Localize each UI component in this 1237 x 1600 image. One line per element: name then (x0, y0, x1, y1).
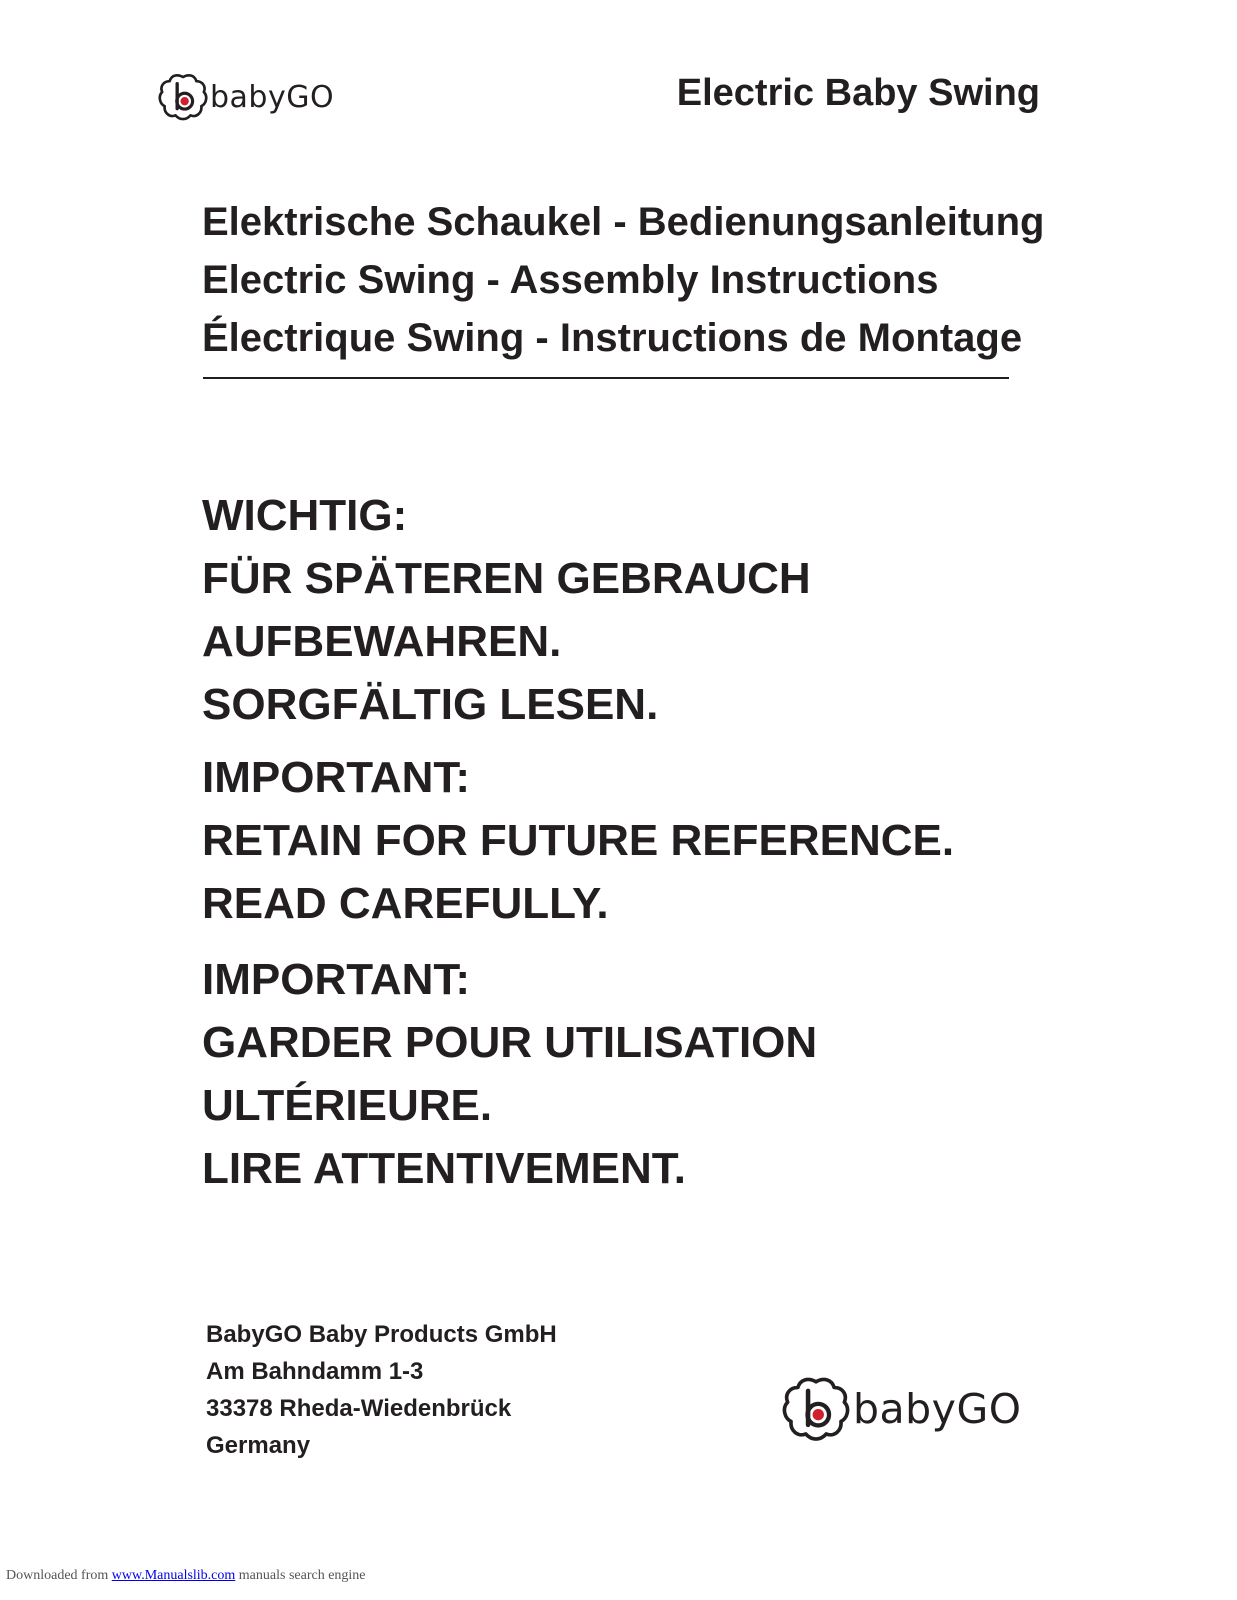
download-footer (6, 1568, 366, 1584)
product-title: Electric Baby Swing (676, 72, 1040, 114)
notice-german (202, 484, 811, 736)
address-city: 33378 Rheda-Wiedenbrück (206, 1395, 512, 1422)
address-company: BabyGO Baby Products GmbH (206, 1321, 557, 1348)
brand-wordmark: babyGO (210, 79, 335, 115)
brand-logo-top (158, 72, 334, 122)
notice-french (202, 948, 817, 1200)
manualslib-link[interactable]: www.Manualslib.com (111, 1568, 236, 1583)
notice-line: LIRE ATTENTIVEMENT. (202, 1144, 686, 1193)
notice-line: SORGFÄLTIG LESEN. (202, 680, 659, 729)
notice-line: ULTÉRIEURE. (202, 1081, 493, 1130)
notice-line: IMPORTANT: (202, 955, 471, 1004)
title-de: Elektrische Schaukel - Bedienungsanleitung (202, 200, 1045, 244)
brand-logo-bottom (782, 1375, 1021, 1443)
babygo-logo-icon (782, 1375, 850, 1443)
babygo-logo-icon (158, 72, 208, 122)
address-street: Am Bahndamm 1-3 (206, 1358, 424, 1385)
notice-line: RETAIN FOR FUTURE REFERENCE. (202, 816, 955, 865)
footer-prefix: Downloaded from (6, 1568, 109, 1583)
company-address (206, 1316, 557, 1464)
notice-line: GARDER POUR UTILISATION (202, 1018, 818, 1067)
notice-english (202, 746, 954, 935)
notice-line: READ CAREFULLY. (202, 879, 609, 928)
title-fr: Électrique Swing - Instructions de Montage (202, 316, 1023, 360)
title-en: Electric Swing - Assembly Instructions (202, 258, 939, 302)
notice-line: AUFBEWAHREN. (202, 617, 562, 666)
brand-wordmark: babyGO (853, 1385, 1022, 1433)
address-country: Germany (206, 1432, 311, 1459)
notice-line: WICHTIG: (202, 491, 408, 540)
footer-suffix: manuals search engine (238, 1568, 366, 1583)
manual-titles (202, 193, 1044, 367)
notice-line: FÜR SPÄTEREN GEBRAUCH (202, 554, 811, 603)
notice-line: IMPORTANT: (202, 753, 471, 802)
title-divider (203, 377, 1009, 379)
